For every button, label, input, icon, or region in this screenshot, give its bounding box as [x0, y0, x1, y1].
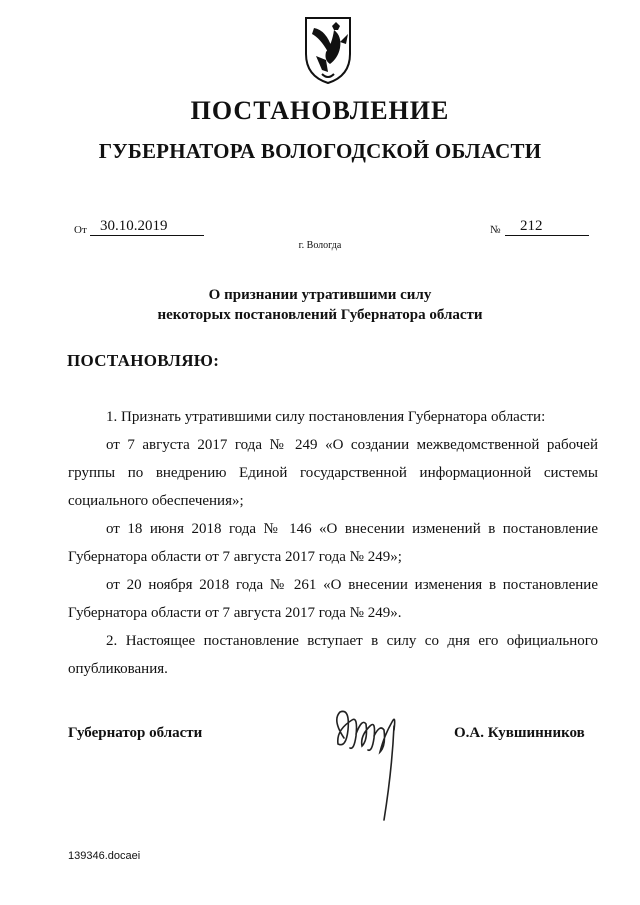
city-label: г. Вологда — [298, 240, 342, 251]
document-code: 139346.docaei — [68, 850, 141, 862]
document-title: ПОСТАНОВЛЕНИЕ — [190, 96, 450, 125]
document-number: 212 — [520, 218, 543, 234]
document-body — [68, 403, 598, 683]
document-subject — [0, 285, 640, 325]
paragraph-2: от 7 августа 2017 года № 249 «О создании межведомственной рабочей группы по внедрению Единой государственной информационной системы социального обеспечения»; — [68, 437, 598, 509]
coat-of-arms-icon — [302, 14, 354, 86]
paragraph-3: от 18 июня 2018 года № 146 «О внесении изменений в постановление Губернатора области от 7 августа 2017 года № 249»; — [68, 521, 598, 565]
subject-line-2: некоторых постановлений Губернатора области — [157, 307, 483, 323]
decree-word: ПОСТАНОВЛЯЮ: — [67, 351, 220, 370]
paragraph-4: от 20 ноября 2018 года № 261 «О внесении изменения в постановление Губернатора области от 7 августа 2017 года № 249». — [68, 577, 598, 621]
number-label: № — [490, 224, 501, 236]
paragraph-5: 2. Настоящее постановление вступает в силу со дня его официального опубликования. — [68, 633, 598, 677]
signer-name: О.А. Кувшинников — [454, 725, 585, 741]
issuer-title: ГУБЕРНАТОРА ВОЛОГОДСКОЙ ОБЛАСТИ — [98, 139, 542, 163]
document-date: 30.10.2019 — [100, 218, 168, 234]
number-underline — [505, 218, 589, 236]
date-label: От — [74, 224, 87, 236]
signer-role: Губернатор области — [68, 725, 203, 741]
paragraph-1: 1. Признать утратившими силу постановления Губернатора области: — [106, 409, 546, 425]
subject-line-1: О признании утратившими силу — [208, 287, 432, 303]
handwritten-signature-icon — [322, 700, 412, 830]
